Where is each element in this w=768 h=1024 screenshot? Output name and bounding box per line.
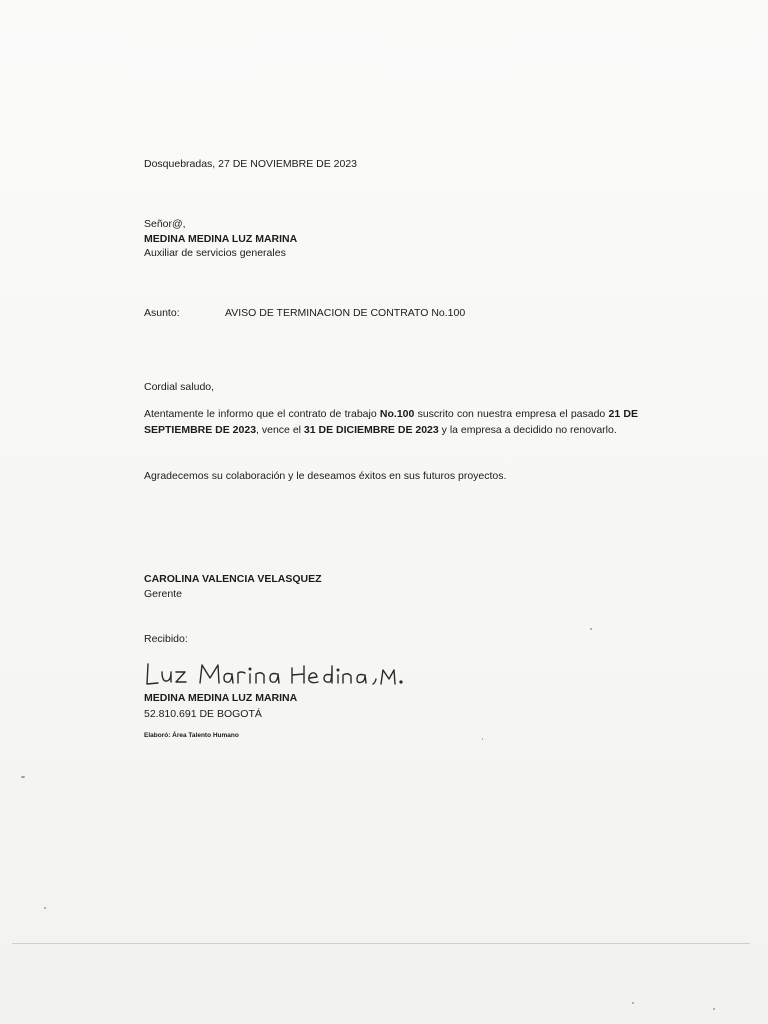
scan-speck bbox=[632, 1002, 634, 1004]
subject-label: Asunto: bbox=[144, 307, 180, 319]
contract-start-date: 21 DE SEPTIEMBRE DE 2023 bbox=[144, 408, 638, 436]
recipient-role: Auxiliar de servicios generales bbox=[144, 247, 286, 259]
contract-end-date: 31 DE DICIEMBRE DE 2023 bbox=[303, 423, 439, 436]
scan-speck bbox=[590, 628, 592, 630]
sender-name: CAROLINA VALENCIA VELASQUEZ bbox=[144, 573, 322, 585]
subject-value: AVISO DE TERMINACION DE CONTRATO No.100 bbox=[225, 307, 466, 319]
body-text: y la empresa a decidido no renovarlo. bbox=[438, 423, 617, 436]
body-paragraph-2: Agradecemos su colaboración y le deseamos éxitos en sus futuros proyectos. bbox=[144, 470, 507, 482]
body-text: Atentamente le informo que el contrato de trabajo bbox=[144, 408, 380, 420]
scan-speck bbox=[44, 907, 46, 909]
body-text: suscrito con nuestra empresa el pasado bbox=[414, 408, 609, 420]
sender-role: Gerente bbox=[144, 588, 182, 600]
recipient-name: MEDINA MEDINA LUZ MARINA bbox=[144, 233, 298, 245]
salutation: Señor@, bbox=[144, 218, 186, 230]
scan-speck bbox=[21, 776, 25, 778]
handwritten-signature bbox=[144, 660, 414, 692]
scan-speck bbox=[713, 1008, 715, 1010]
body-paragraph-1 bbox=[144, 407, 638, 438]
body-text: , vence el bbox=[256, 423, 304, 436]
scan-speck bbox=[482, 738, 483, 740]
received-label: Recibido: bbox=[144, 633, 188, 645]
place-date: Dosquebradas, 27 DE NOVIEMBRE DE 2023 bbox=[144, 158, 358, 170]
greeting: Cordial saludo, bbox=[144, 381, 215, 393]
receiver-id: 52.810.691 DE BOGOTÁ bbox=[144, 708, 262, 720]
receiver-name: MEDINA MEDINA LUZ MARINA bbox=[144, 692, 298, 704]
scan-edge-line bbox=[12, 943, 750, 944]
prepared-by: Elaboró: Área Talento Humano bbox=[144, 732, 239, 739]
contract-number: No.100 bbox=[379, 408, 415, 420]
